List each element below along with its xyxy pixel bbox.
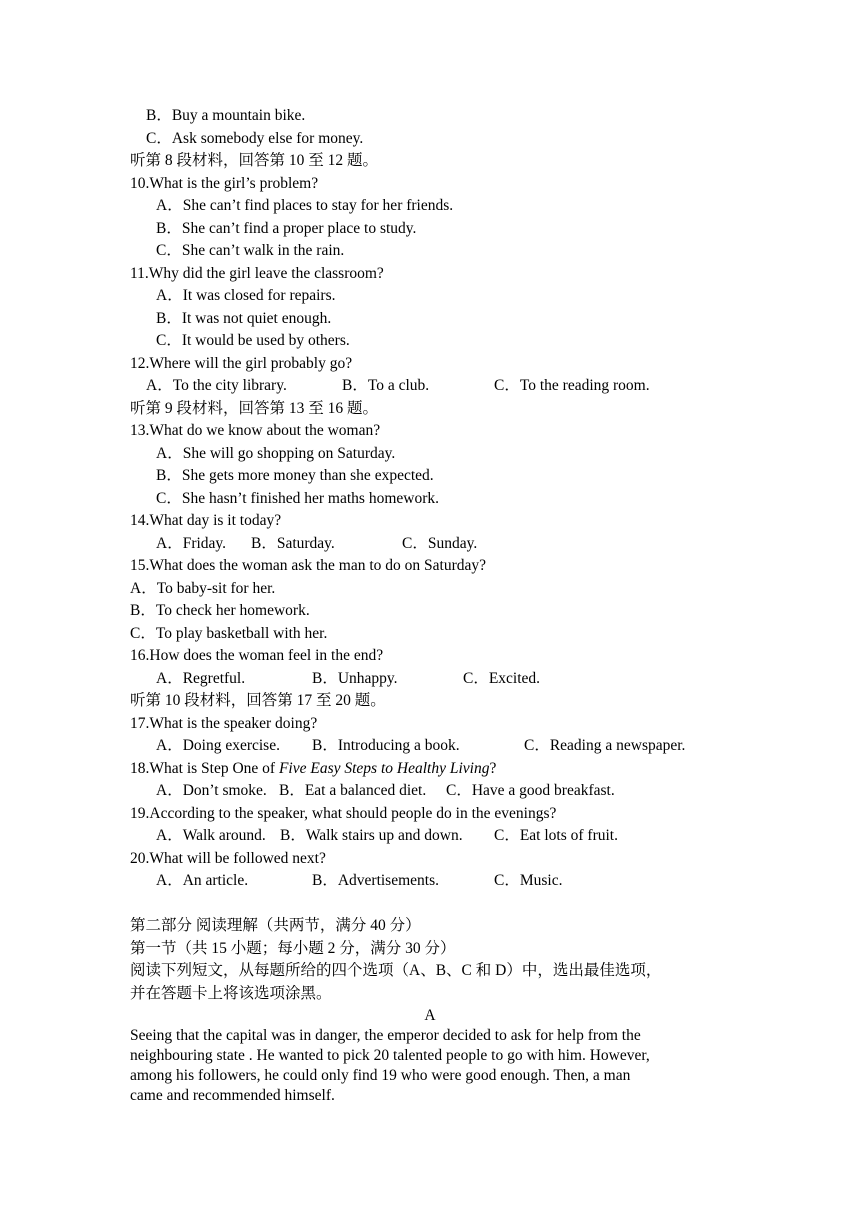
q15-option-c: C．To play basketball with her. [130, 625, 328, 642]
passage-line-2: neighbouring state . He wanted to pick 20 talented people to go with him. However, [130, 1047, 650, 1064]
q13-stem: 13.What do we know about the woman? [130, 422, 381, 439]
passage-line-4: came and recommended himself. [130, 1087, 335, 1104]
part2-section1-heading: 第一节（共 15 小题；每小题 2 分，满分 30 分） [130, 940, 456, 957]
q19-options-row [0, 826, 860, 846]
q20-option-a: A．An article. [156, 872, 249, 889]
q20-options-row [0, 871, 860, 891]
q19-option-c: C．Eat lots of fruit. [494, 827, 618, 844]
q18-option-a: A．Don’t smoke. [156, 782, 267, 799]
q18-options-row [0, 781, 860, 801]
q10-option-c: C．She can’t walk in the rain. [156, 242, 345, 259]
q12-stem: 12.Where will the girl probably go? [130, 355, 353, 372]
q16-option-c: C．Excited. [463, 670, 541, 687]
q18-option-b: B．Eat a balanced diet. [279, 782, 427, 799]
q14-options-row [0, 534, 860, 554]
q15-option-a: A．To baby-sit for her. [130, 580, 276, 597]
q16-option-b: B．Unhappy. [312, 670, 398, 687]
passage-label: A [424, 1007, 436, 1024]
q9-option-c: C．Ask somebody else for money. [146, 130, 364, 147]
q11-option-b: B．It was not quiet enough. [156, 310, 332, 327]
q18-option-c: C．Have a good breakfast. [446, 782, 615, 799]
q13-option-a: A．She will go shopping on Saturday. [156, 445, 396, 462]
q19-option-a: A．Walk around. [156, 827, 266, 844]
q18-book-title: Five Easy Steps to Healthy Living [278, 760, 490, 777]
q19-option-b: B．Walk stairs up and down. [280, 827, 463, 844]
reading-instruction-line1: 阅读下列短文，从每题所给的四个选项（A、B、C 和 D）中，选出最佳选项， [130, 962, 662, 979]
q9-option-b: B．Buy a mountain bike. [146, 107, 306, 124]
q14-option-b: B．Saturday. [251, 535, 335, 552]
q12-option-a: A．To the city library. [146, 377, 287, 394]
q12-option-b: B．To a club. [342, 377, 430, 394]
q14-stem: 14.What day is it today? [130, 512, 282, 529]
q14-option-c: C．Sunday. [402, 535, 478, 552]
q20-stem: 20.What will be followed next? [130, 850, 326, 867]
reading-instruction-line2: 并在答题卡上将该选项涂黑。 [130, 985, 332, 1002]
q16-options-row [0, 669, 860, 689]
passage-line-3: among his followers, he could only find 19 who were good enough. Then, a man [130, 1067, 631, 1084]
q17-option-a: A．Doing exercise. [156, 737, 280, 754]
q19-stem: 19.According to the speaker, what should people do in the evenings? [130, 805, 557, 822]
section-8-heading: 听第 8 段材料，回答第 10 至 12 题。 [130, 152, 379, 169]
q17-options-row [0, 736, 860, 756]
section-10-heading: 听第 10 段材料，回答第 17 至 20 题。 [130, 692, 386, 709]
q17-option-c: C．Reading a newspaper. [524, 737, 686, 754]
q16-stem: 16.How does the woman feel in the end? [130, 647, 384, 664]
q11-stem: 11.Why did the girl leave the classroom? [130, 265, 384, 282]
q14-option-a: A．Friday. [156, 535, 227, 552]
q20-option-c: C．Music. [494, 872, 563, 889]
q13-option-b: B．She gets more money than she expected. [156, 467, 434, 484]
q17-option-b: B．Introducing a book. [312, 737, 460, 754]
q10-stem: 10.What is the girl’s problem? [130, 175, 319, 192]
q18-stem-pre: 18.What is Step One of [130, 760, 279, 777]
q10-option-a: A．She can’t find places to stay for her friends. [156, 197, 454, 214]
q12-option-c: C．To the reading room. [494, 377, 650, 394]
q11-option-c: C．It would be used by others. [156, 332, 350, 349]
q10-option-b: B．She can’t find a proper place to study. [156, 220, 417, 237]
section-9-heading: 听第 9 段材料，回答第 13 至 16 题。 [130, 400, 379, 417]
q16-option-a: A．Regretful. [156, 670, 246, 687]
passage-line-1: Seeing that the capital was in danger, the emperor decided to ask for help from the [130, 1027, 641, 1044]
part2-title: 第二部分 阅读理解（共两节，满分 40 分） [130, 917, 421, 934]
q12-options-row [0, 376, 860, 396]
q17-stem: 17.What is the speaker doing? [130, 715, 318, 732]
q11-option-a: A．It was closed for repairs. [156, 287, 336, 304]
q15-stem: 15.What does the woman ask the man to do on Saturday? [130, 557, 486, 574]
q20-option-b: B．Advertisements. [312, 872, 439, 889]
q18-stem [130, 759, 496, 779]
q13-option-c: C．She hasn’t finished her maths homework. [156, 490, 439, 507]
q15-option-b: B．To check her homework. [130, 602, 310, 619]
q18-stem-post: ? [489, 760, 497, 777]
passage-a-text [130, 1026, 730, 1106]
